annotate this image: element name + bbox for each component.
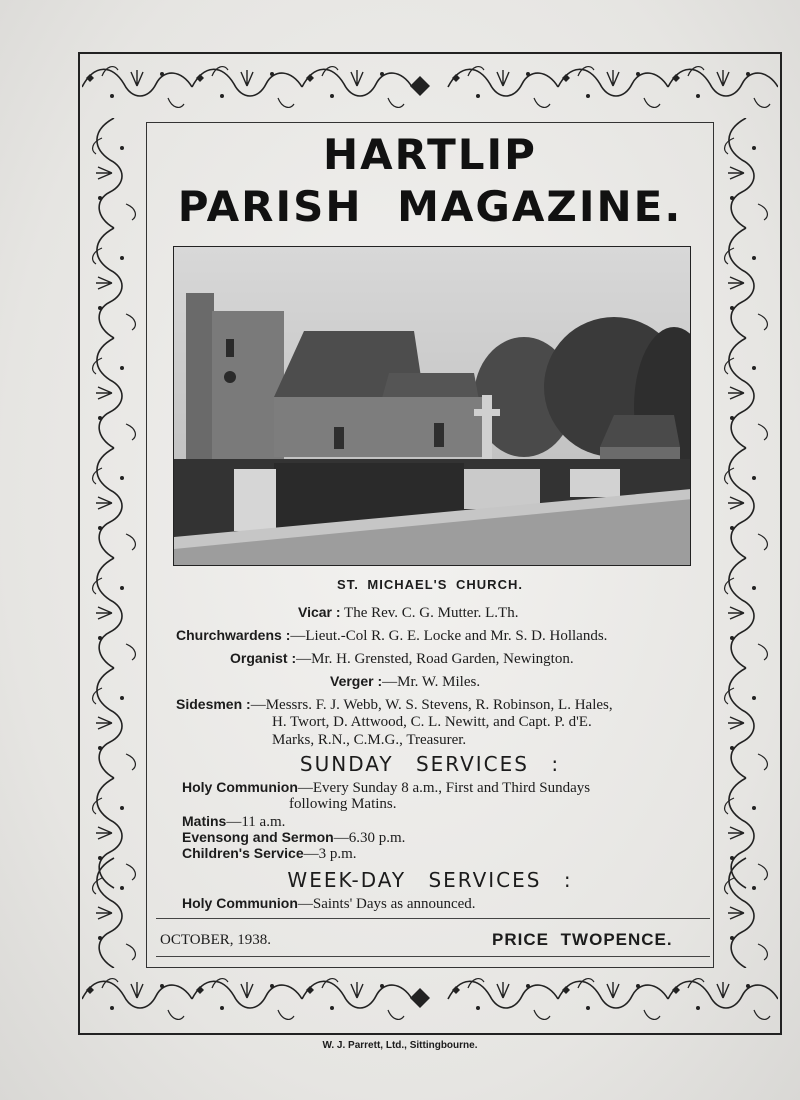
ornamental-border-right <box>714 118 778 968</box>
footer-rule-bottom <box>156 956 710 957</box>
verger-label: Verger : <box>330 673 383 689</box>
childrens-service-label: Children's Service <box>182 845 304 861</box>
issue-date: OCTOBER, 1938. <box>160 932 271 948</box>
churchwardens-text: —Lieut.-Col R. G. E. Locke and Mr. S. D. Hollands. <box>290 628 608 644</box>
vicar-line <box>298 604 518 622</box>
evensong-label: Evensong and Sermon <box>182 829 334 845</box>
verger-text: —Mr. W. Miles. <box>382 674 481 690</box>
sunday-services-heading: SUNDAY SERVICES : <box>299 752 561 776</box>
printer-imprint: W. J. Parrett, Ltd., Sittingbourne. <box>322 1040 478 1051</box>
sidesmen-line-3: Marks, R.N., C.M.G., Treasurer. <box>272 732 467 748</box>
verger-line <box>330 673 480 691</box>
ornamental-border-left <box>82 118 146 968</box>
organist-line <box>230 650 574 668</box>
weekday-holy-communion-label: Holy Communion <box>182 895 298 911</box>
organist-text: —Mr. H. Grensted, Road Garden, Newington. <box>296 651 574 667</box>
sidesmen-label: Sidesmen : <box>176 696 251 712</box>
churchwardens-line <box>176 627 607 645</box>
sunday-holy-communion-line <box>182 779 590 797</box>
weekday-holy-communion-text: —Saints' Days as announced. <box>297 896 476 912</box>
matins-label: Matins <box>182 813 227 829</box>
magazine-title-line2: PARISH MAGAZINE. <box>177 182 683 231</box>
matins-text: —11 a.m. <box>226 814 286 830</box>
vicar-text: The Rev. C. G. Mutter. L.Th. <box>344 605 519 621</box>
magazine-title-line1: HARTLIP <box>323 130 537 179</box>
ornamental-border-top <box>82 56 778 118</box>
vicar-label: Vicar : <box>298 604 341 620</box>
organist-label: Organist : <box>230 650 297 666</box>
weekday-holy-communion-line <box>182 895 476 913</box>
sidesmen-line-2: H. Twort, D. Attwood, C. L. Newitt, and Capt. P. d'E. <box>272 714 592 730</box>
sidesmen-line <box>176 696 613 714</box>
childrens-service-line <box>182 845 357 863</box>
childrens-service-text: —3 p.m. <box>303 846 357 862</box>
sidesmen-text-1: —Messrs. F. J. Webb, W. S. Stevens, R. Robinson, L. Hales, <box>250 697 613 713</box>
weekday-services-heading: WEEK-DAY SERVICES : <box>287 868 573 892</box>
price-label: PRICE TWOPENCE. <box>492 930 673 949</box>
sunday-holy-communion-text: —Every Sunday 8 a.m., First and Third Sundays <box>297 780 591 796</box>
churchwardens-label: Churchwardens : <box>176 627 291 643</box>
sunday-holy-communion-line-2: following Matins. <box>289 796 397 812</box>
evensong-text: —6.30 p.m. <box>333 830 406 846</box>
ornamental-border-bottom <box>82 968 778 1030</box>
sunday-holy-communion-label: Holy Communion <box>182 779 298 795</box>
church-photograph <box>173 246 691 566</box>
footer-rule-top <box>156 918 710 919</box>
photo-caption: ST. MICHAEL'S CHURCH. <box>337 577 523 592</box>
